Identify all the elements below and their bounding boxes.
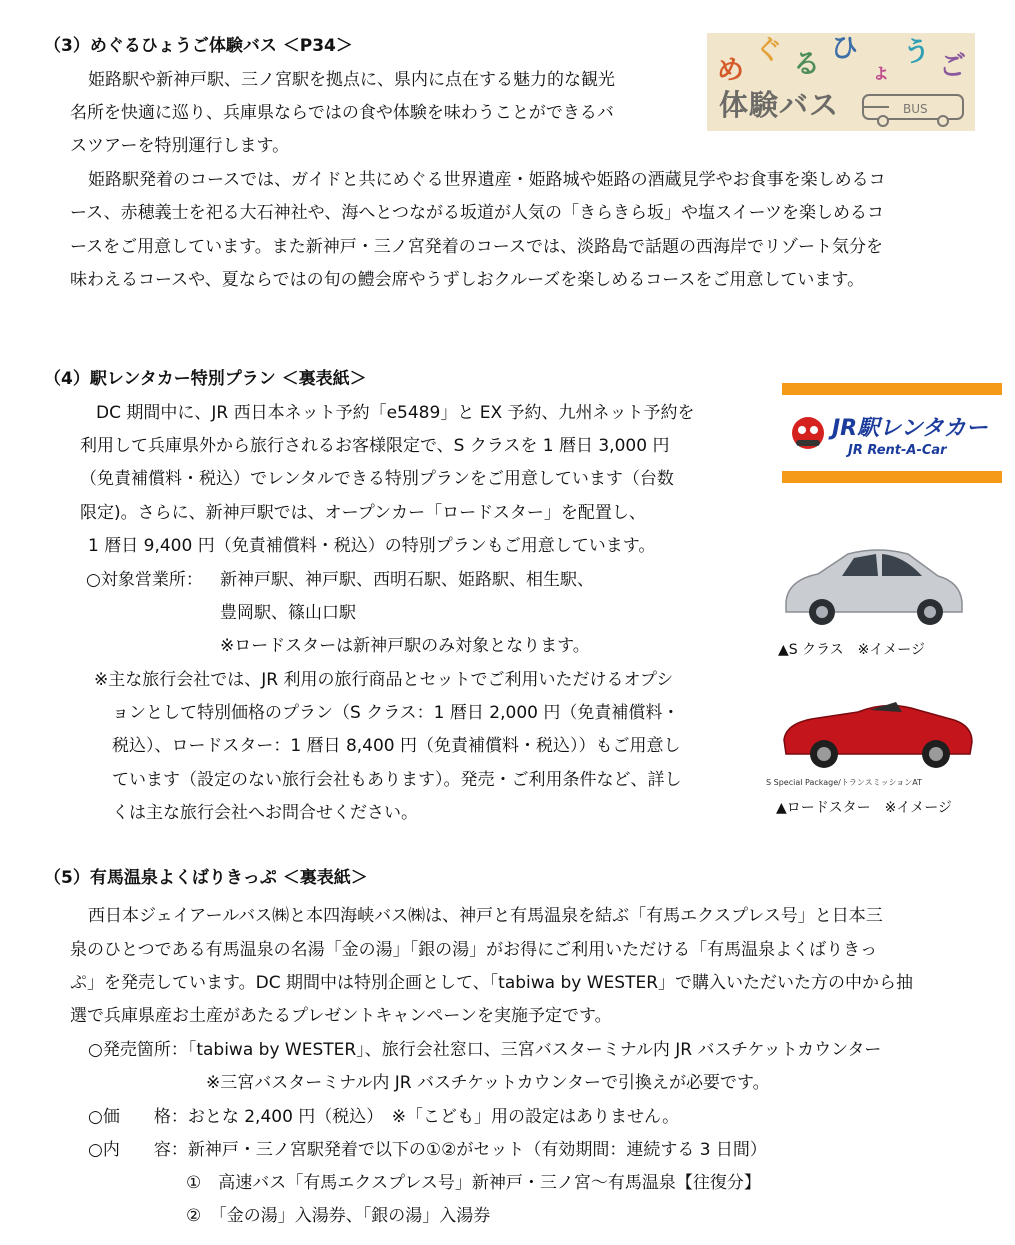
roadster-small-caption: S Special Package/トランスミッションAT <box>766 778 923 787</box>
section-3-line: ースをご用意しています。また新神戸・三ノ宮発着のコースでは、淡路島で話題の西海岸でリゾート気分を <box>70 237 883 257</box>
section-3-heading: （3）めぐるひょうご体験バス ＜P34＞ <box>44 36 353 56</box>
logo-subtitle: 体験バス <box>719 88 840 122</box>
section-3-line: ース、赤穂義士を祀る大石神社や、海へとつながる坂道が人気の「きらきら坂」や塩スイーツを楽しめるコ <box>70 203 884 223</box>
section-4-line: 利用して兵庫県外から旅行されるお客様限定で、S クラスを 1 暦日 3,000 円 <box>80 436 670 456</box>
section-4-line: 限定)。さらに、新神戸駅では、オープンカー「ロードスター」を配置し、 <box>80 503 646 523</box>
section-3-line: 姫路駅や新神戸駅、三ノ宮駅を拠点に、県内に点在する魅力的な観光 <box>88 70 615 90</box>
logo-kana: ご <box>939 51 966 82</box>
logo-kana: ょ <box>871 59 891 83</box>
offices-note: ※ロードスターは新神戸駅のみ対象となります。 <box>220 636 590 656</box>
content-item: ② 「金の湯」入湯券、「銀の湯」入湯券 <box>186 1206 491 1226</box>
sales-note: ※三宮バスターミナル内 JR バスチケットカウンターで引換えが必要です。 <box>206 1073 770 1093</box>
section-4-line: （免責補償料・税込）でレンタルできる特別プランをご用意しています（台数 <box>80 469 674 489</box>
section-4-note: くは主な旅行会社へお問合せください。 <box>112 803 418 823</box>
section-3-line: 名所を快適に巡り、兵庫県ならではの食や体験を味わうことができるバ <box>70 103 614 123</box>
section-4-note: ています（設定のない旅行会社もあります）。発売・ご利用条件など、詳し <box>112 770 682 790</box>
s-class-caption: ▲S クラス ※イメージ <box>778 642 925 658</box>
section-3-line: スツアーを特別運行します。 <box>70 136 290 156</box>
jr-rent-a-car-logo <box>782 383 1002 483</box>
logo-subtitle: JR Rent-A-Car <box>848 443 947 458</box>
section-4-heading: （4）駅レンタカー特別プラン ＜裏表紙＞ <box>44 369 367 389</box>
section-5-line: ぷ」を発売しています。DC 期間中は特別企画として、「tabiwa by WESTER」で購入いただいた方の中から抽 <box>70 973 914 993</box>
section-4-note: ョンとして特別価格のプラン（S クラス：1 暦日 2,000 円（免責補償料・ <box>112 703 680 723</box>
bus-icon-text: BUS <box>903 102 928 116</box>
logo-bar-top <box>782 383 1002 395</box>
section-4-line: DC 期間中に、JR 西日本ネット予約「e5489」と EX 予約、九州ネット予約を <box>96 403 695 423</box>
section-5-line: 西日本ジェイアールバス㈱と本四海峡バス㈱は、神戸と有馬温泉を結ぶ「有馬エクスプレス号」と日本三 <box>88 906 883 926</box>
section-4-line: 1 暦日 9,400 円（免責補償料・税込）の特別プランもご用意しています。 <box>88 536 656 556</box>
content-item: ① 高速バス「有馬エクスプレス号」新神戸・三ノ宮～有馬温泉【往復分】 <box>186 1173 761 1193</box>
logo-kana: め <box>717 55 744 86</box>
offices-line: 新神戸駅、神戸駅、西明石駅、姫路駅、相生駅、 <box>220 570 594 590</box>
section-4-note: ※主な旅行会社では、JR 利用の旅行商品とセットでご利用いただけるオプシ <box>94 670 674 690</box>
logo-title: JR駅レンタカー <box>832 416 988 441</box>
s-class-car-image <box>778 540 968 630</box>
roadster-car-image <box>778 680 978 772</box>
roadster-caption: ▲ロードスター ※イメージ <box>776 800 952 816</box>
sales-points: ○発売箇所：「tabiwa by WESTER」、旅行会社窓口、三宮バスターミナル内 JR バスチケットカウンター <box>88 1040 882 1060</box>
logo-kana: る <box>793 49 820 80</box>
section-3-line: 味わえるコースや、夏ならではの旬の鱧会席やうずしおクルーズを楽しめるコースをご用意しています。 <box>70 270 865 290</box>
mascot-icon <box>788 413 828 453</box>
section-4-note: 税込）、ロードスター：1 暦日 8,400 円（免責補償料・税込））もご用意し <box>112 736 681 756</box>
section-3-line: 姫路駅発着のコースでは、ガイドと共にめぐる世界遺産・姫路城や姫路の酒蔵見学やお食事を楽しめるコ <box>88 170 886 190</box>
section-5-line: 選で兵庫県産お土産があたるプレゼントキャンペーンを実施予定です。 <box>70 1006 612 1026</box>
logo-kana: ひ <box>831 33 858 64</box>
bus-icon <box>859 93 969 129</box>
meguru-hyogo-bus-logo <box>707 33 975 131</box>
logo-kana: ぐ <box>755 35 782 66</box>
section-5-heading: （5）有馬温泉よくばりきっぷ ＜裏表紙＞ <box>44 868 368 888</box>
logo-kana: う <box>903 37 930 68</box>
logo-bar-bottom <box>782 471 1002 483</box>
offices-label: ○対象営業所： <box>86 570 203 590</box>
content-line: ○内 容：新神戸・三ノ宮駅発着で以下の①②がセット（有効期間：連続する 3 日間） <box>88 1140 767 1160</box>
section-5-line: 泉のひとつである有馬温泉の名湯「金の湯」「銀の湯」がお得にご利用いただける「有馬温泉よくばりきっ <box>70 940 878 960</box>
offices-line: 豊岡駅、篠山口駅 <box>220 603 356 623</box>
price-line: ○価 格：おとな 2,400 円（税込） ※「こども」用の設定はありません。 <box>88 1107 680 1127</box>
